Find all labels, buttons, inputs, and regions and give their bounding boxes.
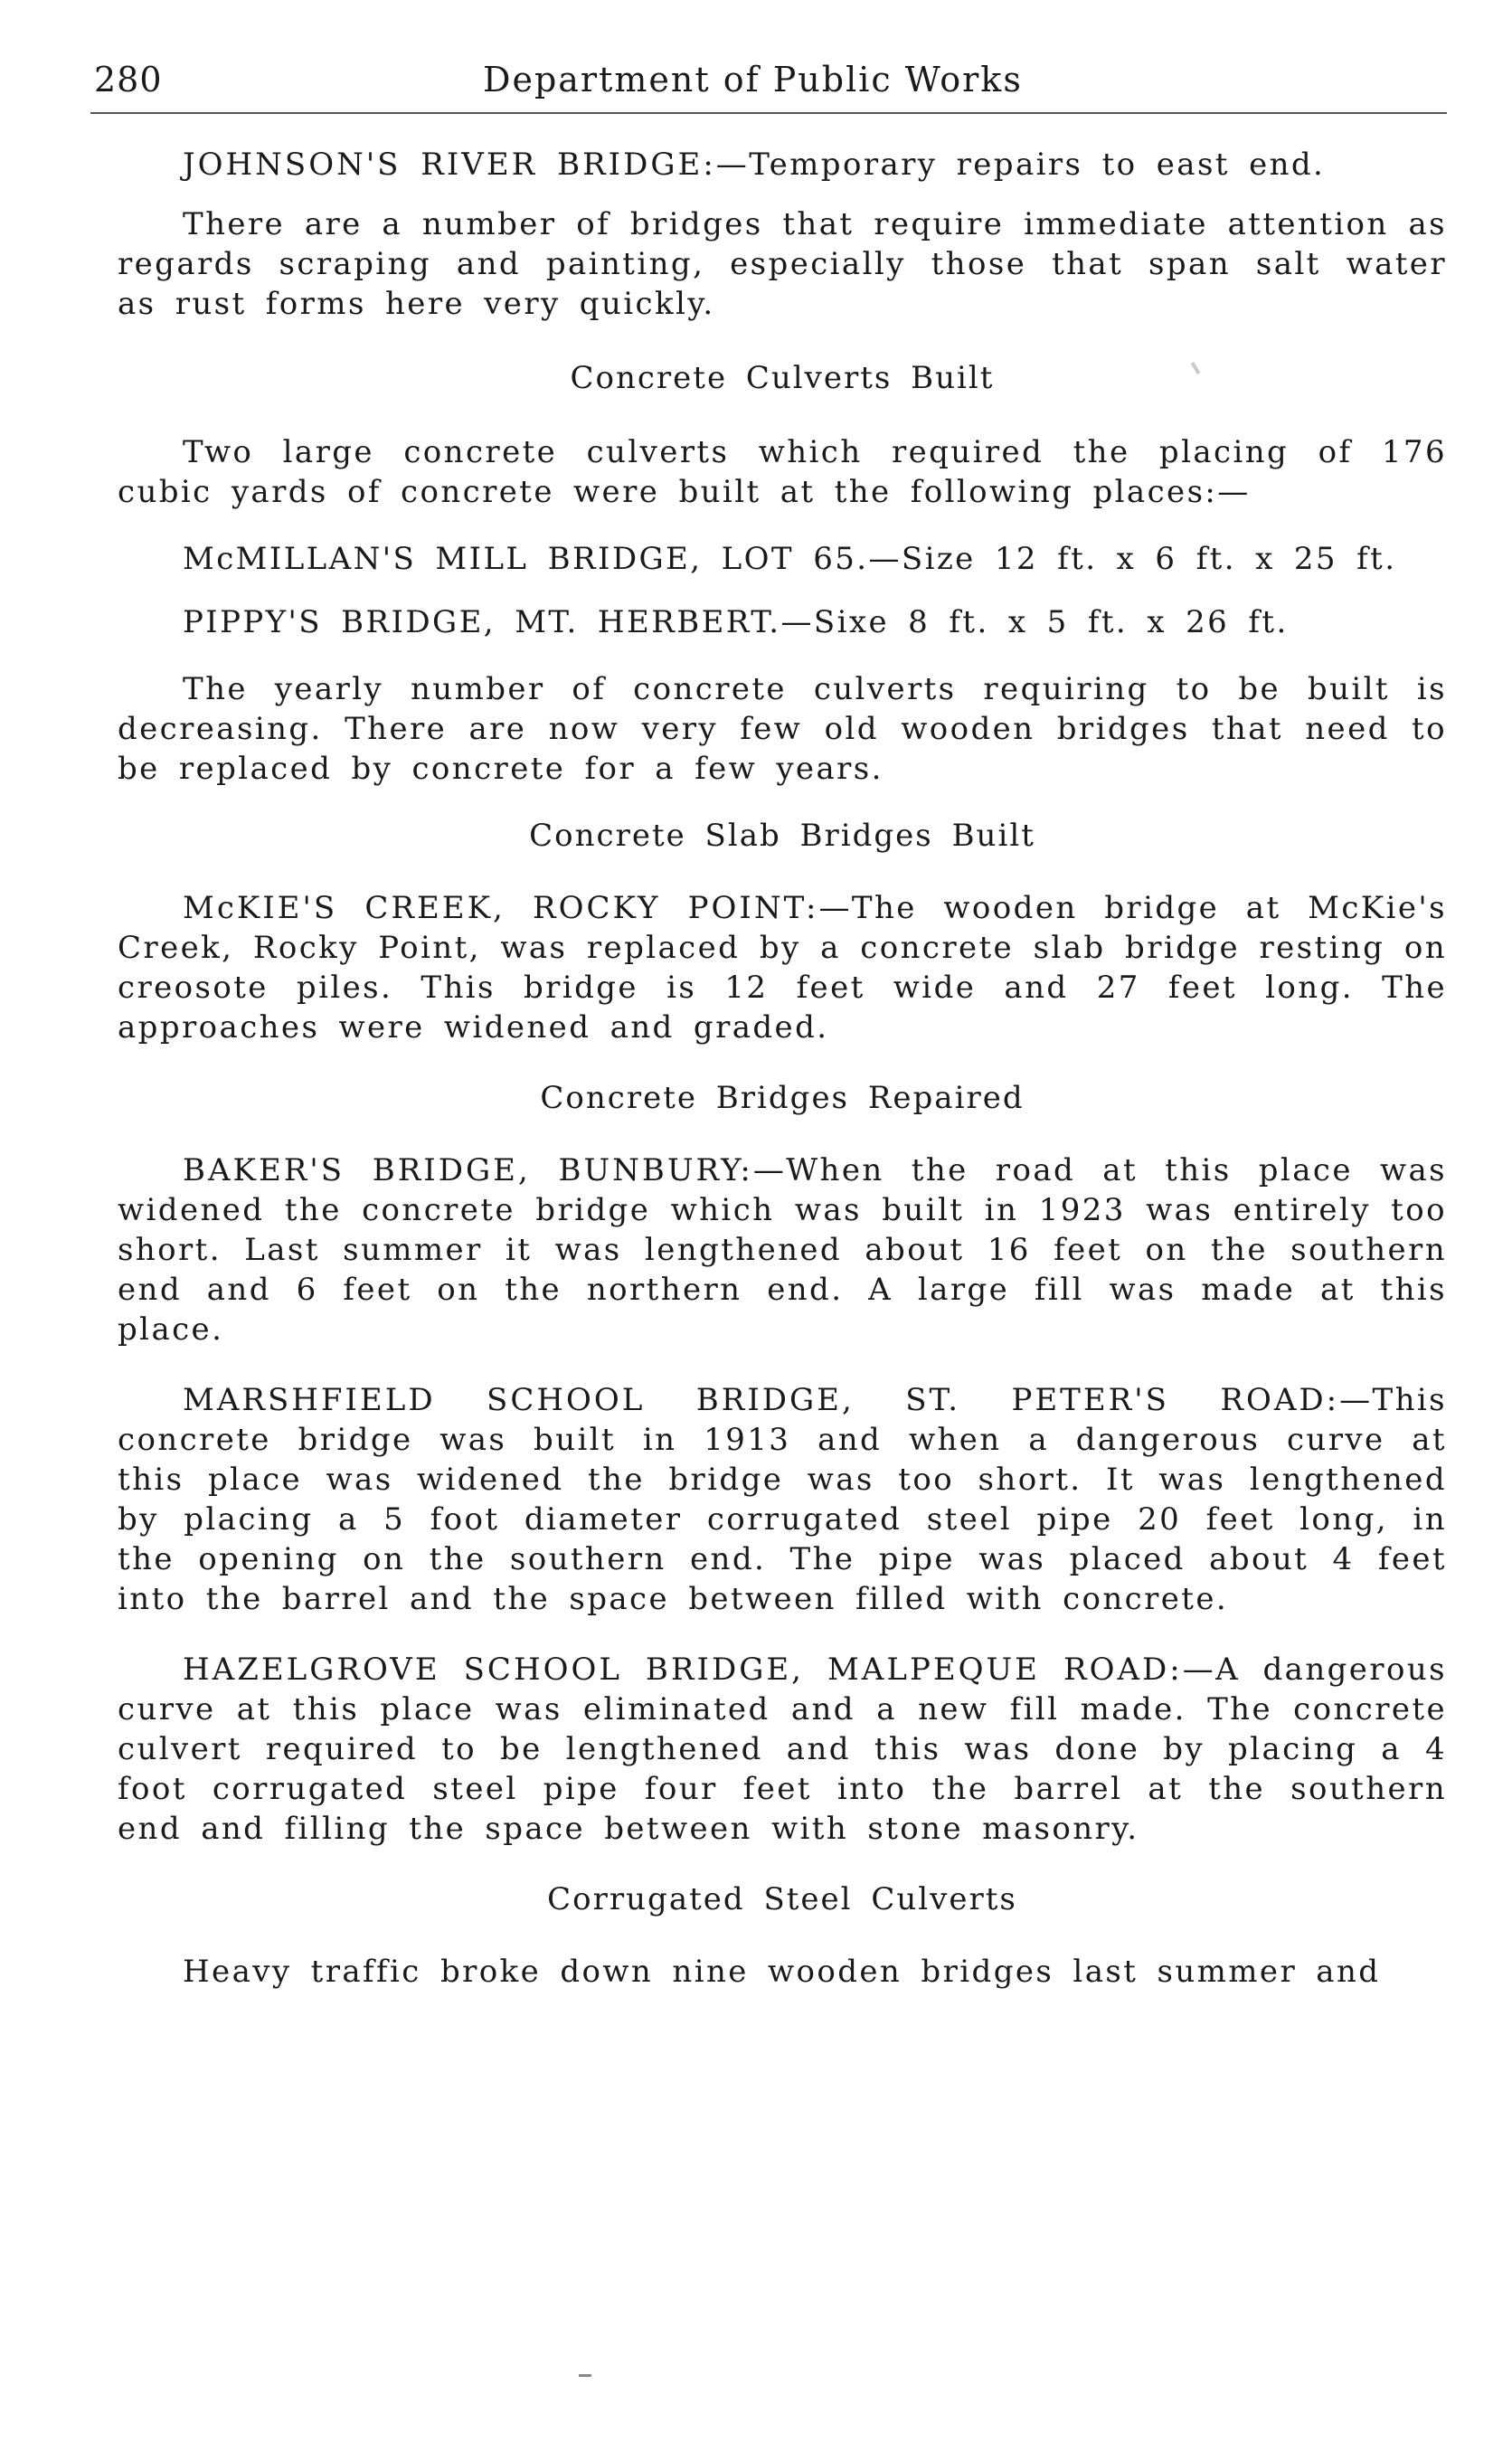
baker-entry bbox=[118, 1150, 1447, 1349]
page-number: 280 bbox=[94, 60, 163, 99]
mcmillan-entry: McMILLAN'S MILL BRIDGE, LOT 65.—Size 12 ft. x 6 ft. x 25 ft. bbox=[183, 541, 1397, 577]
entry-text: —This concrete bridge was built in 1913 and when a dangerous curve at this place was widened the bridge was too short. It was lengthened by placing a 5 foot diameter corrugated steel pipe 20 feet long, in the opening on the southern end. The pipe was placed about 4 feet into the barrel and the space between filled with concrete. bbox=[118, 1382, 1447, 1617]
entry-title: JOHNSON'S RIVER BRIDGE: bbox=[183, 147, 716, 183]
attention-paragraph: There are a number of bridges that require immediate attention as regards scraping and painting, especially those that span salt water as rust forms here very quickly. bbox=[118, 206, 1447, 322]
entry-title: BAKER'S BRIDGE, BUNBURY: bbox=[183, 1152, 753, 1188]
entry-text: —A dangerous curve at this place was eliminated and a new fill made. The concrete culvert required to be lengthened and this was done by placing a 4 foot corrugated steel pipe four feet into the barrel at the southern end and filling the space between with stone masonry. bbox=[118, 1652, 1447, 1847]
slab-heading: Concrete Slab Bridges Built bbox=[529, 818, 1035, 854]
mckie-entry bbox=[118, 888, 1447, 1047]
johnson-river-entry bbox=[118, 145, 1447, 185]
entry-title: MARSHFIELD SCHOOL BRIDGE, ST. PETER'S ROAD: bbox=[183, 1382, 1340, 1418]
repaired-heading: Concrete Bridges Repaired bbox=[540, 1080, 1025, 1116]
entry-title: McKIE'S CREEK, ROCKY POINT: bbox=[183, 890, 819, 926]
entry-text: —Temporary repairs to east end. bbox=[715, 147, 1326, 183]
scan-dash-mark bbox=[579, 2374, 591, 2377]
yearly-paragraph: The yearly number of concrete culverts requiring to be built is decreasing. There are now very few old wooden bridges that need to be replaced by concrete for a few years. bbox=[118, 671, 1447, 787]
entry-text: —The wooden bridge at McKie's Creek, Rocky Point, was replaced by a concrete slab bridge resting on creosote piles. This bridge is 12 feet wide and 27 feet long. The approaches were widened and graded. bbox=[118, 890, 1447, 1046]
pippy-entry: PIPPY'S BRIDGE, MT. HERBERT.—Sixe 8 ft. x 5 ft. x 26 ft. bbox=[183, 604, 1289, 640]
header-rule bbox=[90, 112, 1447, 114]
traffic-paragraph: Heavy traffic broke down nine wooden bridges last summer and bbox=[183, 1954, 1381, 1990]
page-header bbox=[94, 60, 1451, 114]
culverts-heading: Concrete Culverts Built bbox=[570, 360, 995, 396]
entry-title: HAZELGROVE SCHOOL BRIDGE, MALPEQUE ROAD: bbox=[183, 1652, 1183, 1688]
marshfield-entry bbox=[118, 1380, 1447, 1619]
culverts-intro-paragraph: Two large concrete culverts which required the placing of 176 cubic yards of concrete were built at the following places:— bbox=[118, 434, 1447, 510]
page-body bbox=[118, 145, 1447, 1992]
running-head: Department of Public Works bbox=[483, 60, 1023, 99]
hazelgrove-entry bbox=[118, 1650, 1447, 1849]
steel-culverts-heading: Corrugated Steel Culverts bbox=[547, 1881, 1017, 1917]
entry-text: —When the road at this place was widened the concrete bridge which was built in 1923 was entirely too short. Last summer it was lengthened about 16 feet on the southern end and 6 feet on the northern end. A large fill was made at this place. bbox=[118, 1152, 1447, 1348]
